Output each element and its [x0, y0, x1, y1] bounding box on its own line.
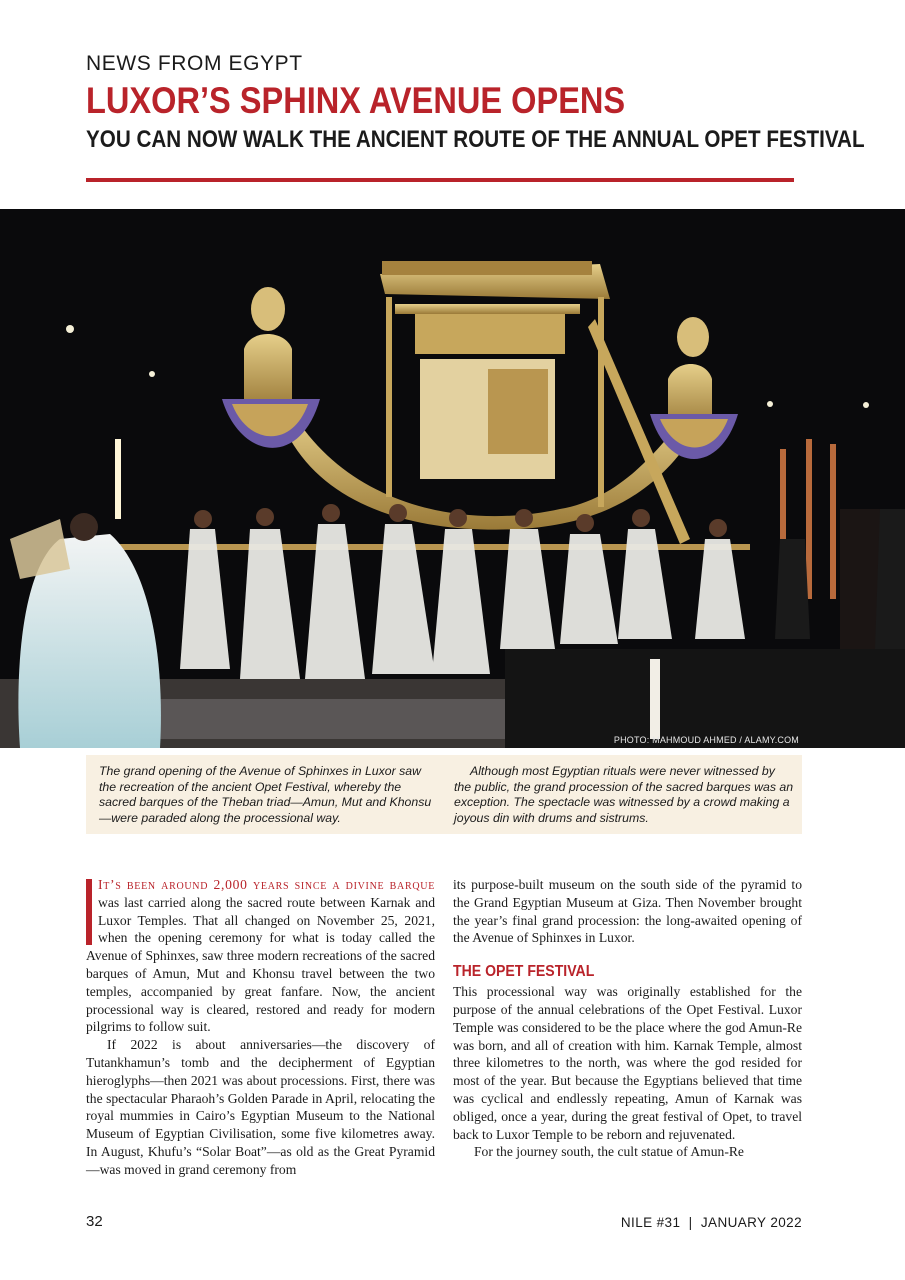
- page-number: 32: [86, 1213, 103, 1230]
- subheadline: YOU CAN NOW WALK THE ANCIENT ROUTE OF THE ANNUAL OPET FESTIVAL: [86, 126, 865, 153]
- procession-illustration: [0, 209, 905, 748]
- body-column-right: [453, 876, 802, 1161]
- section-heading: THE OPET FESTIVAL: [453, 963, 595, 981]
- photo-credit: PHOTO: MAHMOUD AHMED / ALAMY.COM: [613, 735, 799, 745]
- lead-in: It’s been around 2,000 years since a divine barque: [98, 877, 435, 892]
- body-column-left: [86, 876, 435, 1179]
- caption-right: Although most Egyptian rituals were never witnessed by the public, the grand procession of the sacred barques was an exception. The spectacle was witnessed by a crowd making a joyous din with drums and sistrums.: [454, 764, 794, 825]
- caption-box: [86, 755, 802, 834]
- caption-left: The grand opening of the Avenue of Sphinxes in Luxor saw the recreation of the ancient Opet Festival, whereby the sacred barques of the Theban triad—Amun, Mut and Khonsu—were paraded along the processional way.: [99, 764, 432, 825]
- paragraph: This processional way was originally established for the purpose of the annual celebrations of the Opet Festival. Luxor Temple was considered to be the place where the god Amun-Re was born, and all of creation with him. Karnak Temple, almost three kilometres to the north, was where the god resided for most of the year. But because the Egyptians believed that time was cyclical and endlessly repeating, Amun of Karnak was obliged, once a year, during the great festival of Opet, to travel back to Luxor Temple to be reborn and rejuvenated.: [453, 984, 802, 1142]
- feature-photo: [0, 209, 905, 748]
- drop-bar: [86, 879, 92, 945]
- paragraph-text: was last carried along the sacred route between Karnak and Luxor Temples. That all changed on November 25, 2021, when the opening ceremony for what is today called the Avenue of Sphinxes, saw three modern recreations of the sacred barques of Amun, Mut and Khonsu travel between the two temples, accompanied by great fanfare. Now, the ancient processional way is cleared, restored and ready for modern pilgrims to follow suit.: [86, 894, 435, 1035]
- paragraph: If 2022 is about anniversaries—the discovery of Tutankhamun’s tomb and the decipherment of Egyptian hieroglyphs—then 2021 was about processions. First, there was the spectacular Pharaoh’s Golden Parade in April, relocating the royal mummies in Cairo’s Egyptian Museum to the National Museum of Egyptian Civilisation, some five kilometres away. In August, Khufu’s “Solar Boat”—as old as the Great Pyramid—was moved in grand ceremony from: [86, 1037, 435, 1177]
- headline: LUXOR’S SPHINX AVENUE OPENS: [86, 80, 626, 121]
- issue-label: NILE #31 | JANUARY 2022: [620, 1215, 802, 1230]
- paragraph: [86, 876, 435, 1036]
- paragraph: For the journey south, the cult statue of Amun-Re: [474, 1144, 744, 1160]
- section-label: NEWS FROM EGYPT: [86, 52, 303, 75]
- header-rule: [86, 178, 794, 182]
- paragraph: its purpose-built museum on the south side of the pyramid to the Grand Egyptian Museum at Giza. Then November brought the year’s final grand procession: the long-awaited opening of the Avenue of Sphinxes in Luxor.: [453, 877, 802, 946]
